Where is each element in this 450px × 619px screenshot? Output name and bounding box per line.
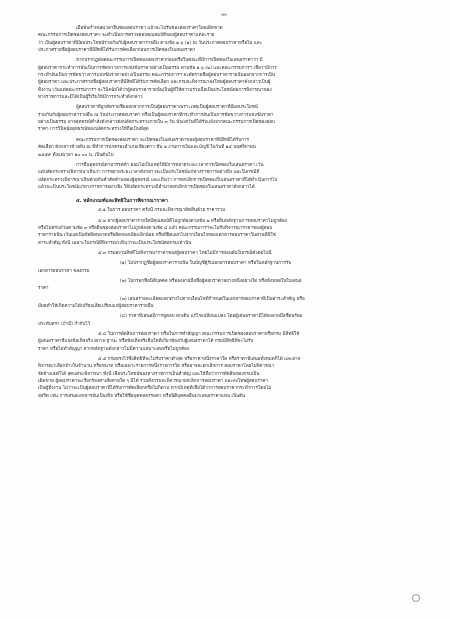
section-item-line: จัดจ้างเลยก็ได้ สุดแต่จะพิจารณา ทั้งนี้ เพื่อประโยชน์ของทางราชการเป็นสำคัญ และให้ถือว่าการตัดสินของกรมเป็น <box>38 371 260 377</box>
paragraph-line: ผู้สอบราคา และประกาศรายชื่อผู้สอบราคาที่มีสิทธิได้รับการคัดเลือก และกรมจะพิจารณาลงโทษผู้สอบราคาดังกล่าวเป็นผู้ <box>38 80 271 86</box>
section-item-line: ๕.๓ กรมสงวนสิทธิ์ไม่พิจารณาราคาของผู้สอบราคา โดยไม่มีการผ่อนผันในกรณีดังต่อไปนี้ <box>98 250 272 256</box>
paragraph-line: กระทำอันเป็นการขัดขวางการแข่งขันราคาอย่างเป็นธรรม คณะกรรมการฯ จะตัดรายชื่อผู้สอบราคารายนั้นออกจากการเป็น <box>38 73 276 79</box>
body-paragraphs <box>38 25 410 191</box>
section-item-line: สุจริต เช่น การเสนอเอกสารอันเป็นเท็จ หรือใช้ชื่อบุคคลธรรมดา หรือนิติบุคคลอื่นมาเสนอราคาแทน เป็นต้น <box>38 393 246 399</box>
section-item-s53a <box>38 260 410 275</box>
section-item-s53d <box>38 313 410 328</box>
paragraph-p2 <box>38 57 410 101</box>
scan-dot-mark <box>412 594 420 602</box>
section-item-line: (๑) ไม่ปรากฏชื่อผู้สอบราคารายนั้น ในบัญชีผู้รับเอกสารสอบราคา หรือในหลักฐานการรับ <box>120 261 292 267</box>
section-item-line: เด็ดขาด ผู้สอบราคาจะเรียกร้องค่าเสียหายใด ๆ มิได้ รวมทั้งกรมจะพิจารณายกเลิกการสอบราคา และลงโทษผู้สอบราคา <box>38 379 268 385</box>
section-item-line: (๓) เสนอรายละเอียดแตกต่างไปจากเงื่อนไขที่กำหนดในเอกสารสอบราคาที่เป็นสาระสำคัญ หรือ <box>120 296 305 302</box>
section-5-items <box>38 207 410 400</box>
section-item-s51 <box>38 207 410 214</box>
paragraph-line: ทางราชการและมิได้เป็นผู้ริเริ่มให้มีการกระทำดังกล่าว <box>38 95 143 101</box>
paragraph-line: ผู้สอบราคากระทำการอันเป็นการขัดขวางการแข่งขันราคาอย่างเป็นธรรม ตามข้อ ๑.๖ (๒) และคณะกรรมการฯ เชื่อว่ามีการ <box>38 65 277 71</box>
section-item-line: ราคา หรือไม่ทำสัญญา หากหลักฐานดังกล่าวไม่มีความเหมาะสมหรือไม่ถูกต้อง <box>38 346 189 352</box>
paragraph-line: ร่วมกันกับผู้สอบราคารายอื่น ณ วันประกาศสอบราคา หรือเป็นผู้สอบราคาที่กระทำการอันเป็นการขัดขวางการแข่งขันราคา <box>38 112 274 118</box>
section-item-s55 <box>38 356 410 400</box>
paragraph-line: เมื่อพ้นกำหนดเวลายื่นซองสอบราคา แล้วจะไม่รับซองสอบราคาโดยเด็ดขาด <box>76 26 223 31</box>
section-item-continuation: มีผลทำให้เกิดความได้เปรียบเสียเปรียบแก่ผู้สอบราคารายอื่น <box>38 304 154 309</box>
section-item-line: ผู้เสนอราคาชี้แจงข้อเท็จจริง สภาพ ฐานะ หรือข้อเท็จจริงอื่นใดที่เกี่ยวข้องกับผู้เสนอราคาได้ กรมมีสิทธิที่จะไม่รับ <box>38 339 254 345</box>
section-item-line: (๒) ไม่กรอกชื่อนิติบุคคล หรือลงลายมือชื่อผู้สอบราคาอย่างหนึ่งอย่างใด หรือทั้งหมดในใบเสนอ <box>120 278 302 284</box>
section-item-s53 <box>38 250 410 257</box>
paragraph-p1 <box>38 25 410 54</box>
page-number: -๓- <box>220 12 228 18</box>
section-5-heading: ๕. หลักเกณฑ์และสิทธิในการพิจารณาราคา <box>76 198 168 205</box>
section-item-line: สาระสำคัญ ทั้งนี้ เฉพาะในกรณีที่พิจารณาเห็นว่าจะเป็นประโยชน์ต่อกรมเท่านั้น <box>38 240 192 246</box>
section-item-s53b <box>38 278 410 293</box>
section-item-line: (๔) ราคาที่เสนอมีการขูดลบ ตกเติม แก้ไขเปลี่ยนแปลง โดยผู้เสนอราคามิได้ลงลายมือชื่อพร้อม <box>120 314 303 320</box>
paragraph-line: คณะกรรมการเปิดซองสอบราคา จะดำเนินการตรวจสอบคุณสมบัติของผู้สอบราคาแต่ละราย <box>38 33 215 39</box>
paragraph-line: คัดเลือก ดังกล่าวข้างต้น ณ ที่ทำการปกครองอำเภอเชียงคาว ชั้น ๒ งานการเงินและบัญชี ในวันที่ ๑๔ พฤศจิกายน <box>38 145 256 151</box>
section-item-line: ๕.๕ กรมทรงไว้ซึ่งสิทธิที่จะไม่รับราคาต่ำสุด หรือราคาหนึ่งราคาใด หรือราคาที่เสนอทั้งหมดก็ได้ และอาจ <box>98 357 301 363</box>
section-item-s53c <box>38 296 410 311</box>
paragraph-p4 <box>38 137 410 159</box>
paragraph-line: ประกาศรายชื่อผู้สอบราคาที่มีสิทธิได้รับการคัดเลือกก่อนการเปิดซองใบเสนอราคา <box>38 48 196 54</box>
section-item-continuation: เอกสารสอบราคา ของกรม <box>38 268 90 274</box>
paragraph-line: แล้วจะเป็นประโยชน์แก่ทางราชการอย่างยิ่ง ให้ปลัดกระทรวงมีอำนาจยกเลิกการเปิดซองใบเสนอราคาดังกล่าวได้ <box>38 184 255 190</box>
section-item-line: ๕.๑ ในการ สอบราคา ครั้งนี้ กรมจะพิจารณาตัดสินด้วย ราคารวม <box>98 208 226 214</box>
section-item-s54 <box>38 331 410 353</box>
paragraph-line: ราคา การวินิจฉัยอุทธรณ์ของปลัดกระทรวงให้ถือเป็นที่สุด <box>38 127 149 133</box>
paragraph-line: ผู้สอบราคาที่ถูกตัดรายชื่อออกจากการเป็นผู้สอบราคาเพราะเหตุเป็นผู้สอบราคาที่มีผลประโยชน์ <box>76 105 258 111</box>
paragraph-p3 <box>38 104 410 133</box>
paragraph-p5 <box>38 162 410 191</box>
section-item-line: หรือไม่ครบถ้วนตามข้อ ๓ หรือยื่นซองสอบราคาไม่ถูกต้องตามข้อ ๔ แล้ว คณะกรรมการฯจะไม่รับพิจารณาราคาของผู้สอบ <box>38 225 273 231</box>
paragraph-line: แต่ปลัดกระทรวงพิจารณาเห็นว่า การขยายระยะเวลาดังกล่าวจะเป็นประโยชน์แก่ทางราชการอย่างยิ่ง และในกรณีที่ <box>38 170 260 176</box>
paragraph-line: ว่า เป็นผู้สอบราคาที่มีผลประโยชน์ร่วมกันกับผู้สอบราคารายอื่น ตามข้อ ๑.๖ (๑) ณ วันประกาศสอบราคาหรือไม่ และ <box>38 40 263 46</box>
paragraph-line: คณะกรรมการเปิดซองสอบราคา จะเปิดซองใบเสนอราคาของผู้สอบราคาที่มีสิทธิได้รับการ <box>76 137 249 143</box>
paragraph-line: อย่างเป็นธรรม อาจอุทธรณ์คำสั่งดังกล่าวต่อปลัดกระทรวงภายใน ๓ วัน นับแต่วันที่ได้รับแจ้งจากคณะกรรมการเปิดซองสอบ <box>38 120 275 126</box>
paragraph-line: ทิ้งงาน เว้นแต่คณะกรรมการฯ จะวินิจฉัยได้ว่าผู้สอบราคารายนั้นเป็นผู้ที่ให้ความร่วมมือเป็นประโยชน์ต่อการพิจารณาของ <box>38 87 272 93</box>
section-item-line: เป็นผู้ทิ้งงาน ไม่ว่าจะเป็นผู้สอบราคาที่ได้รับการคัดเลือกหรือไม่ก็ตาม หากมีเหตุที่เชื่อได้ว่าการสอบราคากระทำการโดยไม่ <box>38 386 272 392</box>
section-item-s52 <box>38 218 410 247</box>
paragraph-line: ๒๕๕๙ ตั้งแต่เวลา ๑๐.๐๐ น. เป็นต้นไป <box>38 152 114 158</box>
section-item-line: ๕.๒ หากผู้สอบราคารายใดมีคุณสมบัติไม่ถูกต้องตามข้อ ๒ หรือยื่นหลักฐานการสอบราคาไม่ถูกต้อง <box>98 218 287 224</box>
section-item-continuation: ประทับตรา (ถ้ามี) กำกับไว้ <box>38 321 91 327</box>
section-item-line: ๕.๔ ในการตัดสินการสอบราคา หรือในการทำสัญญา คณะกรรมการเปิดซองสอบราคาหรือกรม มีสิทธิให้ <box>98 332 300 338</box>
section-item-continuation: ราคา <box>38 286 49 292</box>
paragraph-line: ปลัดกระทรวงพิจารณาเห็นด้วยกับคำคัดค้านของผู้อุทธรณ์ และเห็นว่า การยกเลิกการเปิดซองใบเสนอราคาที่ได้ดำเนินการไป <box>38 177 278 183</box>
paragraph-line: หากปรากฏต่อคณะกรรมการเปิดซองสอบราคาก่อนหรือในขณะที่มีการเปิดซองใบเสนอราคาว่า มี <box>76 58 263 64</box>
paragraph-line: การยื่นอุทธรณ์ตามวรรคห้า ย่อมไม่เป็นเหตุให้มีการขยายระยะเวลาการเปิดซองใบเสนอราคา เว้น <box>76 162 264 168</box>
section-item-line: ราคารายนั้น เว้นแต่เป็นข้อผิดพลาดหรือผิดหลงเพียงเล็กน้อย หรือที่ผิดแผกไปจากเงื่อนไขของเอกสารสอบราคาในส่วนที่มิใช่ <box>38 233 276 239</box>
section-item-line: พิจารณาเลือกจ้างในจำนวน หรือขนาด หรือเฉพาะรายการหนึ่งรายการใด หรืออาจจะยกเลิกการ สอบราคาโดยไม่พิจารณา <box>38 364 275 370</box>
